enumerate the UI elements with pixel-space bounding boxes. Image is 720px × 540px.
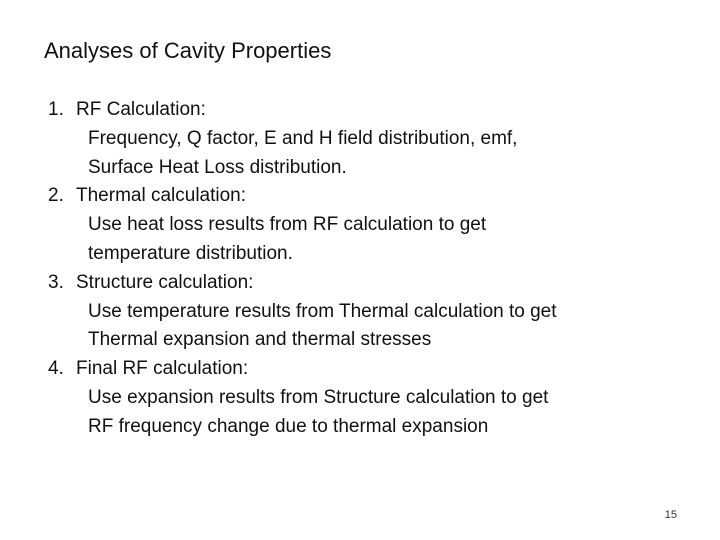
list-item-heading: Final RF calculation: <box>76 358 249 380</box>
page-number: 15 <box>664 509 677 521</box>
analysis-steps-list <box>48 96 698 442</box>
list-item-number: 3. <box>48 271 64 293</box>
list-item-detail-line: Frequency, Q factor, E and H field distribution, emf, <box>88 127 518 149</box>
list-item-detail-line: Thermal expansion and thermal stresses <box>88 329 432 351</box>
list-item-structure-calculation <box>48 269 698 355</box>
list-item-heading-row <box>48 96 698 125</box>
list-item-rf-calculation <box>48 96 698 182</box>
list-item-final-rf-calculation <box>48 355 698 441</box>
list-item-heading: RF Calculation: <box>76 99 206 120</box>
list-item-heading: Thermal calculation: <box>76 185 247 207</box>
list-item-detail-line: Use expansion results from Structure calculation to get <box>88 386 549 408</box>
list-item-heading-row <box>48 355 698 384</box>
list-item-heading-row <box>48 269 698 298</box>
list-item-heading-row <box>48 182 698 211</box>
list-item-heading: Structure calculation: <box>76 271 254 293</box>
list-item-detail-line: Use temperature results from Thermal calculation to get <box>88 300 557 322</box>
list-item-number: 1. <box>48 99 64 120</box>
list-item-detail-line: RF frequency change due to thermal expansion <box>88 415 489 437</box>
list-item-detail-line: Use heat loss results from RF calculation to get <box>88 214 487 236</box>
list-item-detail-line: temperature distribution. <box>88 242 293 264</box>
list-item-number: 4. <box>48 358 64 380</box>
list-item-detail-line: Surface Heat Loss distribution. <box>88 156 347 178</box>
list-item-number: 2. <box>48 185 64 207</box>
slide-title: Analyses of Cavity Properties <box>44 38 332 63</box>
list-item-thermal-calculation <box>48 182 698 268</box>
